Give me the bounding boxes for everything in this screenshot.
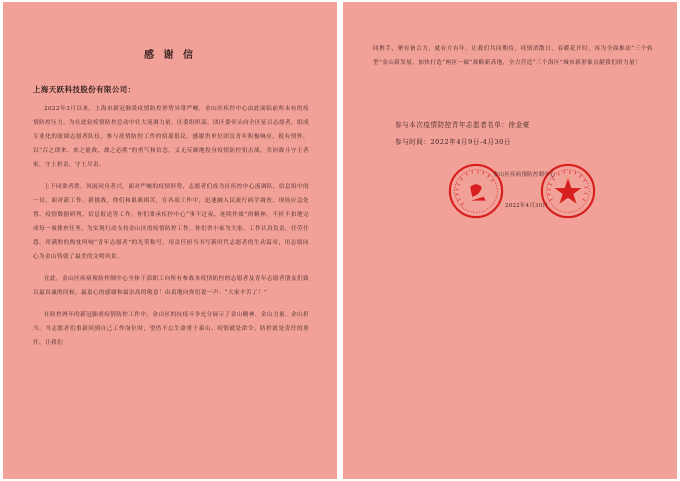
letter-page-1 — [3, 2, 337, 479]
time-line — [395, 136, 511, 146]
issuer-name: 金山区疾病预防控制中心 — [493, 172, 556, 178]
volunteer-label: 参与本次疫情防控青年志愿者名单： — [395, 121, 509, 129]
time-label: 参与时间： — [395, 138, 431, 146]
letter-salutation: 上海天跃科技股份有限公司： — [33, 85, 136, 94]
volunteer-name: 徐金豪 — [508, 121, 530, 129]
paragraph-4: 在防控两年的新冠肺炎疫情防控工作中，金山区的抗疫斗争充分展示了金山精神、金山力量、金山担当。当志愿者们重新回到自己工作岗位时，望仍不忘生命重于泰山、疫情就是命令、防控就是责任的重任，让我们 — [33, 312, 309, 346]
continuation-paragraph: 同携手，聚有备合力，就有方有年，让我们共同期待，疫情消散日，春暖花开时，再为全面推动“三个转型”金山新发展，加快打造“两区一廊”战略新高地，全力营造“三个海区”城市新形象贡献我们的力量！ — [373, 46, 653, 66]
letter-body — [33, 102, 309, 350]
issue-date: 2022年4月30日 — [505, 203, 549, 209]
letter-continuation — [373, 42, 653, 70]
paragraph-1: 2022年3月以来，上海市新冠肺炎疫情防控形势异常严峻，金山区疾控中心由此面临前所未有的疫情防控压力。为在此轮疫情防控总动中壮大流调力量，区委组织部、团区委牵头向全区征召志愿者，组成专业化的流调志愿者队伍，参与疫情防控工作的招募倡议。感谢贵单位团员青年积极响应，报有情怀，以“召之即来、来之能战、战之必胜”的勇气和信念，义无反顾地投身疫情防控狙击战，共同战斗守主者家，守土担责，守土尽责。 — [33, 106, 309, 168]
paragraph-2: 上下同欲者胜，风雨同舟者兴。面对严峻的疫情形势，志愿者们成为区疾控中心流调队、信息组中的一员，面对新工作、新挑战，你们和艰难困苦，在各项工作中，迅速融入民流行病学调查、现场应急处置、疫情数据研判、信息报送等工作，你们秉承疾控中心“事不过夜、连续作战”的精神，不折不扣地完成每一项排查任务，为实现行动支持金山区的疫情防控工作，你们舍小家为大家、工作认真负责，任劳任怨，用满腔的热忱叫响“青年志愿者”的光荣称号，用责任担当书写新时代志愿者的生动篇章，用志愿同心为金山铸就了最美的文明风景。 — [33, 184, 309, 260]
paragraph-3: 在此，金山区疾病预防控制中心全体干部职工向所有参战本疫情防控的志愿者及青年志愿者朋友们致以最真诚的问候，最衷心的感谢和最崇高的敬意！由衷地向你们说一声：“大家辛苦了！” — [33, 276, 309, 296]
letter-page-2 — [343, 2, 677, 479]
time-value: 2022年4月9日-4月30日 — [430, 138, 511, 146]
volunteer-line — [395, 119, 530, 129]
letter-title: 感 谢 信 — [144, 50, 196, 61]
